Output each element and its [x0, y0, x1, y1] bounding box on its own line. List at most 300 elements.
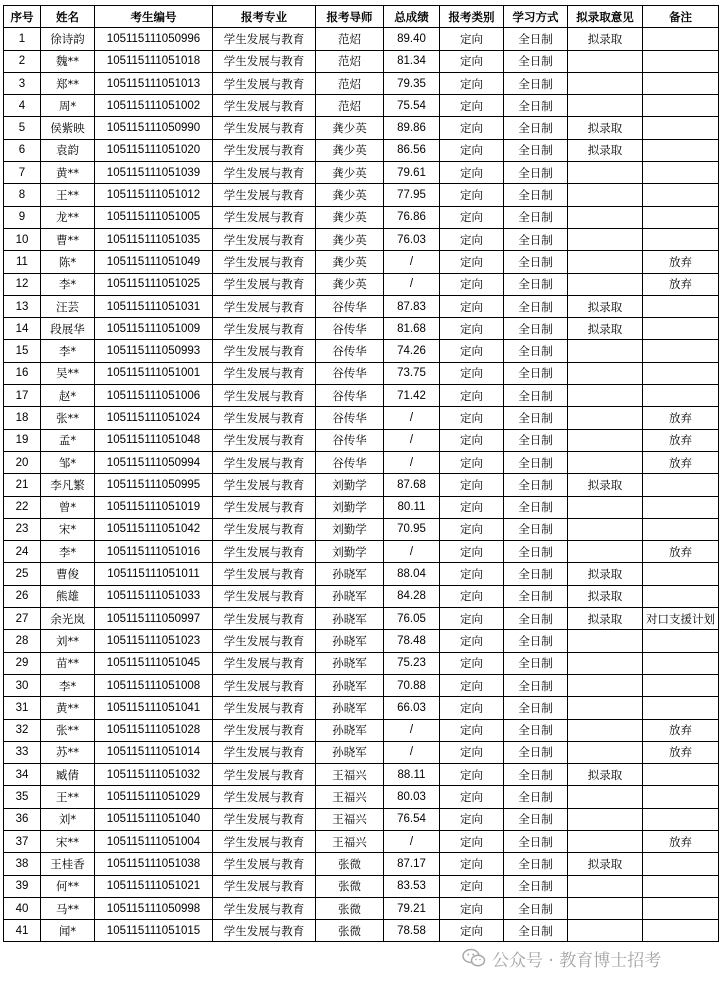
table-row — [4, 541, 719, 563]
advisor-cell: 张微 — [316, 853, 384, 875]
column-header-advisor: 报考导师 — [316, 6, 384, 28]
study-mode-cell: 全日制 — [504, 518, 568, 540]
score-cell: / — [384, 407, 440, 429]
remark-cell: 放弃 — [643, 251, 719, 273]
name-cell: 汪芸 — [41, 295, 95, 317]
candidate-id-cell: 105115111051038 — [95, 853, 213, 875]
major-cell: 学生发展与教育 — [213, 630, 316, 652]
score-cell: 70.95 — [384, 518, 440, 540]
candidate-id-cell: 105115111051045 — [95, 652, 213, 674]
score-cell: 76.03 — [384, 228, 440, 250]
major-cell: 学生发展与教育 — [213, 95, 316, 117]
admission-opinion-cell — [568, 719, 643, 741]
score-cell: / — [384, 541, 440, 563]
study-mode-cell: 全日制 — [504, 429, 568, 451]
table-row — [4, 162, 719, 184]
score-cell: 76.86 — [384, 206, 440, 228]
candidate-id-cell: 105115111051008 — [95, 674, 213, 696]
table-row — [4, 474, 719, 496]
table-row — [4, 95, 719, 117]
candidate-id-cell: 105115111051033 — [95, 585, 213, 607]
category-cell: 定向 — [440, 72, 504, 94]
advisor-cell: 谷传华 — [316, 362, 384, 384]
candidate-id-cell: 105115111050998 — [95, 897, 213, 919]
study-mode-cell: 全日制 — [504, 897, 568, 919]
category-cell: 定向 — [440, 251, 504, 273]
remark-cell: 放弃 — [643, 429, 719, 451]
score-cell: 88.11 — [384, 764, 440, 786]
admission-opinion-cell: 拟录取 — [568, 585, 643, 607]
table-row — [4, 764, 719, 786]
score-cell: / — [384, 251, 440, 273]
name-cell: 王** — [41, 786, 95, 808]
advisor-cell: 张微 — [316, 920, 384, 942]
category-cell: 定向 — [440, 385, 504, 407]
admission-opinion-cell — [568, 518, 643, 540]
study-mode-cell: 全日制 — [504, 786, 568, 808]
category-cell: 定向 — [440, 139, 504, 161]
remark-cell — [643, 385, 719, 407]
score-cell: / — [384, 830, 440, 852]
score-cell: 87.68 — [384, 474, 440, 496]
study-mode-cell: 全日制 — [504, 206, 568, 228]
candidate-id-cell: 105115111050995 — [95, 474, 213, 496]
major-cell: 学生发展与教育 — [213, 72, 316, 94]
major-cell: 学生发展与教育 — [213, 117, 316, 139]
remark-cell — [643, 920, 719, 942]
major-cell: 学生发展与教育 — [213, 585, 316, 607]
category-cell: 定向 — [440, 318, 504, 340]
major-cell: 学生发展与教育 — [213, 808, 316, 830]
advisor-cell: 龚少英 — [316, 139, 384, 161]
major-cell: 学生发展与教育 — [213, 853, 316, 875]
table-row — [4, 563, 719, 585]
remark-cell — [643, 808, 719, 830]
admission-opinion-cell — [568, 697, 643, 719]
candidate-id-cell: 105115111051011 — [95, 563, 213, 585]
score-cell: 66.03 — [384, 697, 440, 719]
name-cell: 刘** — [41, 630, 95, 652]
study-mode-cell: 全日制 — [504, 719, 568, 741]
score-cell: 78.48 — [384, 630, 440, 652]
advisor-cell: 谷传华 — [316, 429, 384, 451]
category-cell: 定向 — [440, 741, 504, 763]
category-cell: 定向 — [440, 853, 504, 875]
advisor-cell: 刘勤学 — [316, 518, 384, 540]
table-row — [4, 117, 719, 139]
candidate-id-cell: 105115111051024 — [95, 407, 213, 429]
name-cell: 王** — [41, 184, 95, 206]
remark-cell — [643, 697, 719, 719]
category-cell: 定向 — [440, 541, 504, 563]
category-cell: 定向 — [440, 719, 504, 741]
seq-cell: 9 — [4, 206, 41, 228]
candidate-id-cell: 105115111051014 — [95, 741, 213, 763]
seq-cell: 20 — [4, 451, 41, 473]
candidate-id-cell: 105115111051004 — [95, 830, 213, 852]
category-cell: 定向 — [440, 206, 504, 228]
admission-opinion-cell — [568, 674, 643, 696]
name-cell: 郑** — [41, 72, 95, 94]
seq-cell: 18 — [4, 407, 41, 429]
admission-opinion-cell: 拟录取 — [568, 853, 643, 875]
admission-opinion-cell — [568, 228, 643, 250]
watermark-text: 公众号 · 教育博士招考 — [492, 950, 662, 971]
admission-opinion-cell — [568, 429, 643, 451]
study-mode-cell: 全日制 — [504, 362, 568, 384]
major-cell: 学生发展与教育 — [213, 541, 316, 563]
admission-opinion-cell — [568, 808, 643, 830]
candidate-id-cell: 105115111051001 — [95, 362, 213, 384]
category-cell: 定向 — [440, 295, 504, 317]
major-cell: 学生发展与教育 — [213, 228, 316, 250]
admission-table — [3, 5, 719, 942]
advisor-cell: 范炤 — [316, 95, 384, 117]
candidate-id-cell: 105115111051023 — [95, 630, 213, 652]
major-cell: 学生发展与教育 — [213, 674, 316, 696]
candidate-id-cell: 105115111051032 — [95, 764, 213, 786]
remark-cell: 放弃 — [643, 741, 719, 763]
study-mode-cell: 全日制 — [504, 28, 568, 50]
table-row — [4, 518, 719, 540]
study-mode-cell: 全日制 — [504, 139, 568, 161]
table-row — [4, 251, 719, 273]
seq-cell: 8 — [4, 184, 41, 206]
score-cell: 74.26 — [384, 340, 440, 362]
remark-cell — [643, 518, 719, 540]
major-cell: 学生发展与教育 — [213, 429, 316, 451]
candidate-id-cell: 105115111051019 — [95, 496, 213, 518]
seq-cell: 35 — [4, 786, 41, 808]
major-cell: 学生发展与教育 — [213, 719, 316, 741]
study-mode-cell: 全日制 — [504, 652, 568, 674]
admission-opinion-cell — [568, 920, 643, 942]
candidate-id-cell: 105115111050993 — [95, 340, 213, 362]
table-row — [4, 318, 719, 340]
score-cell: 87.83 — [384, 295, 440, 317]
table-row — [4, 920, 719, 942]
study-mode-cell: 全日制 — [504, 920, 568, 942]
advisor-cell: 龚少英 — [316, 273, 384, 295]
advisor-cell: 龚少英 — [316, 184, 384, 206]
table-row — [4, 652, 719, 674]
category-cell: 定向 — [440, 228, 504, 250]
category-cell: 定向 — [440, 340, 504, 362]
advisor-cell: 范炤 — [316, 28, 384, 50]
admission-opinion-cell — [568, 184, 643, 206]
score-cell: 71.42 — [384, 385, 440, 407]
advisor-cell: 孙晓军 — [316, 608, 384, 630]
remark-cell — [643, 162, 719, 184]
category-cell: 定向 — [440, 808, 504, 830]
advisor-cell: 张微 — [316, 875, 384, 897]
advisor-cell: 张微 — [316, 897, 384, 919]
remark-cell: 放弃 — [643, 273, 719, 295]
admission-opinion-cell: 拟录取 — [568, 117, 643, 139]
category-cell: 定向 — [440, 429, 504, 451]
score-cell: 79.21 — [384, 897, 440, 919]
column-header-seq: 序号 — [4, 6, 41, 28]
name-cell: 臧倩 — [41, 764, 95, 786]
score-cell: 83.53 — [384, 875, 440, 897]
study-mode-cell: 全日制 — [504, 875, 568, 897]
seq-cell: 38 — [4, 853, 41, 875]
category-cell: 定向 — [440, 496, 504, 518]
score-cell: 76.54 — [384, 808, 440, 830]
major-cell: 学生发展与教育 — [213, 897, 316, 919]
name-cell: 曾* — [41, 496, 95, 518]
admission-opinion-cell: 拟录取 — [568, 139, 643, 161]
category-cell: 定向 — [440, 830, 504, 852]
study-mode-cell: 全日制 — [504, 407, 568, 429]
category-cell: 定向 — [440, 362, 504, 384]
name-cell: 张** — [41, 719, 95, 741]
score-cell: 89.40 — [384, 28, 440, 50]
study-mode-cell: 全日制 — [504, 764, 568, 786]
major-cell: 学生发展与教育 — [213, 697, 316, 719]
category-cell: 定向 — [440, 273, 504, 295]
category-cell: 定向 — [440, 674, 504, 696]
study-mode-cell: 全日制 — [504, 608, 568, 630]
major-cell: 学生发展与教育 — [213, 318, 316, 340]
score-cell: / — [384, 741, 440, 763]
remark-cell — [643, 362, 719, 384]
category-cell: 定向 — [440, 875, 504, 897]
category-cell: 定向 — [440, 28, 504, 50]
remark-cell — [643, 28, 719, 50]
remark-cell — [643, 496, 719, 518]
table-row — [4, 719, 719, 741]
name-cell: 张** — [41, 407, 95, 429]
name-cell: 李* — [41, 273, 95, 295]
category-cell: 定向 — [440, 920, 504, 942]
name-cell: 李* — [41, 340, 95, 362]
score-cell: 89.86 — [384, 117, 440, 139]
table-row — [4, 875, 719, 897]
table-row — [4, 228, 719, 250]
admission-opinion-cell: 拟录取 — [568, 474, 643, 496]
candidate-id-cell: 105115111051035 — [95, 228, 213, 250]
name-cell: 余光岚 — [41, 608, 95, 630]
advisor-cell: 孙晓军 — [316, 652, 384, 674]
candidate-id-cell: 105115111051042 — [95, 518, 213, 540]
admission-opinion-cell — [568, 496, 643, 518]
table-row — [4, 184, 719, 206]
header-row — [4, 6, 719, 28]
remark-cell — [643, 72, 719, 94]
category-cell: 定向 — [440, 518, 504, 540]
seq-cell: 10 — [4, 228, 41, 250]
category-cell: 定向 — [440, 897, 504, 919]
admission-opinion-cell — [568, 741, 643, 763]
study-mode-cell: 全日制 — [504, 541, 568, 563]
candidate-id-cell: 105115111051049 — [95, 251, 213, 273]
advisor-cell: 龚少英 — [316, 251, 384, 273]
seq-cell: 3 — [4, 72, 41, 94]
name-cell: 曹** — [41, 228, 95, 250]
study-mode-cell: 全日制 — [504, 385, 568, 407]
study-mode-cell: 全日制 — [504, 563, 568, 585]
seq-cell: 11 — [4, 251, 41, 273]
advisor-cell: 谷传华 — [316, 318, 384, 340]
column-header-score: 总成绩 — [384, 6, 440, 28]
admission-opinion-cell — [568, 251, 643, 273]
advisor-cell: 谷传华 — [316, 407, 384, 429]
category-cell: 定向 — [440, 608, 504, 630]
name-cell: 黄** — [41, 162, 95, 184]
score-cell: 70.88 — [384, 674, 440, 696]
study-mode-cell: 全日制 — [504, 830, 568, 852]
name-cell: 宋** — [41, 830, 95, 852]
remark-cell — [643, 117, 719, 139]
remark-cell — [643, 630, 719, 652]
admission-opinion-cell: 拟录取 — [568, 295, 643, 317]
study-mode-cell: 全日制 — [504, 697, 568, 719]
study-mode-cell: 全日制 — [504, 251, 568, 273]
admission-opinion-cell — [568, 830, 643, 852]
major-cell: 学生发展与教育 — [213, 206, 316, 228]
major-cell: 学生发展与教育 — [213, 920, 316, 942]
admission-opinion-cell — [568, 897, 643, 919]
seq-cell: 34 — [4, 764, 41, 786]
seq-cell: 36 — [4, 808, 41, 830]
score-cell: / — [384, 451, 440, 473]
advisor-cell: 谷传华 — [316, 340, 384, 362]
major-cell: 学生发展与教育 — [213, 162, 316, 184]
seq-cell: 12 — [4, 273, 41, 295]
candidate-id-cell: 105115111051012 — [95, 184, 213, 206]
major-cell: 学生发展与教育 — [213, 875, 316, 897]
advisor-cell: 龚少英 — [316, 162, 384, 184]
seq-cell: 21 — [4, 474, 41, 496]
advisor-cell: 刘勤学 — [316, 496, 384, 518]
name-cell: 魏** — [41, 50, 95, 72]
table-row — [4, 830, 719, 852]
candidate-id-cell: 105115111050997 — [95, 608, 213, 630]
column-header-candidate-id: 考生编号 — [95, 6, 213, 28]
remark-cell — [643, 786, 719, 808]
admission-opinion-cell: 拟录取 — [568, 764, 643, 786]
score-cell: 79.35 — [384, 72, 440, 94]
table-row — [4, 741, 719, 763]
study-mode-cell: 全日制 — [504, 295, 568, 317]
study-mode-cell: 全日制 — [504, 228, 568, 250]
advisor-cell: 刘勤学 — [316, 474, 384, 496]
seq-cell: 30 — [4, 674, 41, 696]
candidate-id-cell: 105115111050994 — [95, 451, 213, 473]
candidate-id-cell: 105115111051039 — [95, 162, 213, 184]
advisor-cell: 王福兴 — [316, 786, 384, 808]
table-row — [4, 429, 719, 451]
score-cell: / — [384, 719, 440, 741]
candidate-id-cell: 105115111051018 — [95, 50, 213, 72]
seq-cell: 4 — [4, 95, 41, 117]
score-cell: 80.11 — [384, 496, 440, 518]
remark-cell: 放弃 — [643, 451, 719, 473]
seq-cell: 16 — [4, 362, 41, 384]
major-cell: 学生发展与教育 — [213, 340, 316, 362]
category-cell: 定向 — [440, 451, 504, 473]
seq-cell: 33 — [4, 741, 41, 763]
table-row — [4, 897, 719, 919]
study-mode-cell: 全日制 — [504, 474, 568, 496]
table-row — [4, 496, 719, 518]
study-mode-cell: 全日制 — [504, 853, 568, 875]
remark-cell — [643, 95, 719, 117]
candidate-id-cell: 105115111051031 — [95, 295, 213, 317]
remark-cell: 对口支援计划 — [643, 608, 719, 630]
table-row — [4, 273, 719, 295]
name-cell: 李* — [41, 541, 95, 563]
admission-opinion-cell — [568, 362, 643, 384]
seq-cell: 28 — [4, 630, 41, 652]
candidate-id-cell: 105115111050990 — [95, 117, 213, 139]
advisor-cell: 孙晓军 — [316, 741, 384, 763]
name-cell: 段展华 — [41, 318, 95, 340]
category-cell: 定向 — [440, 407, 504, 429]
advisor-cell: 王福兴 — [316, 764, 384, 786]
major-cell: 学生发展与教育 — [213, 652, 316, 674]
name-cell: 龙** — [41, 206, 95, 228]
seq-cell: 1 — [4, 28, 41, 50]
seq-cell: 24 — [4, 541, 41, 563]
column-header-major: 报考专业 — [213, 6, 316, 28]
advisor-cell: 谷传华 — [316, 295, 384, 317]
advisor-cell: 孙晓军 — [316, 674, 384, 696]
advisor-cell: 孙晓军 — [316, 719, 384, 741]
table-row — [4, 786, 719, 808]
category-cell: 定向 — [440, 474, 504, 496]
remark-cell — [643, 875, 719, 897]
study-mode-cell: 全日制 — [504, 318, 568, 340]
name-cell: 陈* — [41, 251, 95, 273]
name-cell: 邹* — [41, 451, 95, 473]
advisor-cell: 谷传华 — [316, 385, 384, 407]
admission-opinion-cell — [568, 95, 643, 117]
score-cell: 73.75 — [384, 362, 440, 384]
advisor-cell: 范炤 — [316, 50, 384, 72]
admission-opinion-cell — [568, 786, 643, 808]
table-row — [4, 72, 719, 94]
seq-cell: 31 — [4, 697, 41, 719]
name-cell: 吴** — [41, 362, 95, 384]
table-row — [4, 340, 719, 362]
study-mode-cell: 全日制 — [504, 95, 568, 117]
major-cell: 学生发展与教育 — [213, 385, 316, 407]
category-cell: 定向 — [440, 786, 504, 808]
candidate-id-cell: 105115111051015 — [95, 920, 213, 942]
category-cell: 定向 — [440, 95, 504, 117]
category-cell: 定向 — [440, 630, 504, 652]
candidate-id-cell: 105115111051006 — [95, 385, 213, 407]
admission-opinion-cell — [568, 875, 643, 897]
candidate-id-cell: 105115111051041 — [95, 697, 213, 719]
advisor-cell: 谷传华 — [316, 451, 384, 473]
major-cell: 学生发展与教育 — [213, 474, 316, 496]
score-cell: 78.58 — [384, 920, 440, 942]
score-cell: 79.61 — [384, 162, 440, 184]
category-cell: 定向 — [440, 563, 504, 585]
seq-cell: 15 — [4, 340, 41, 362]
seq-cell: 13 — [4, 295, 41, 317]
name-cell: 袁韵 — [41, 139, 95, 161]
name-cell: 王桂香 — [41, 853, 95, 875]
score-cell: 76.05 — [384, 608, 440, 630]
advisor-cell: 刘勤学 — [316, 541, 384, 563]
table-row — [4, 630, 719, 652]
table-row — [4, 28, 719, 50]
advisor-cell: 孙晓军 — [316, 630, 384, 652]
